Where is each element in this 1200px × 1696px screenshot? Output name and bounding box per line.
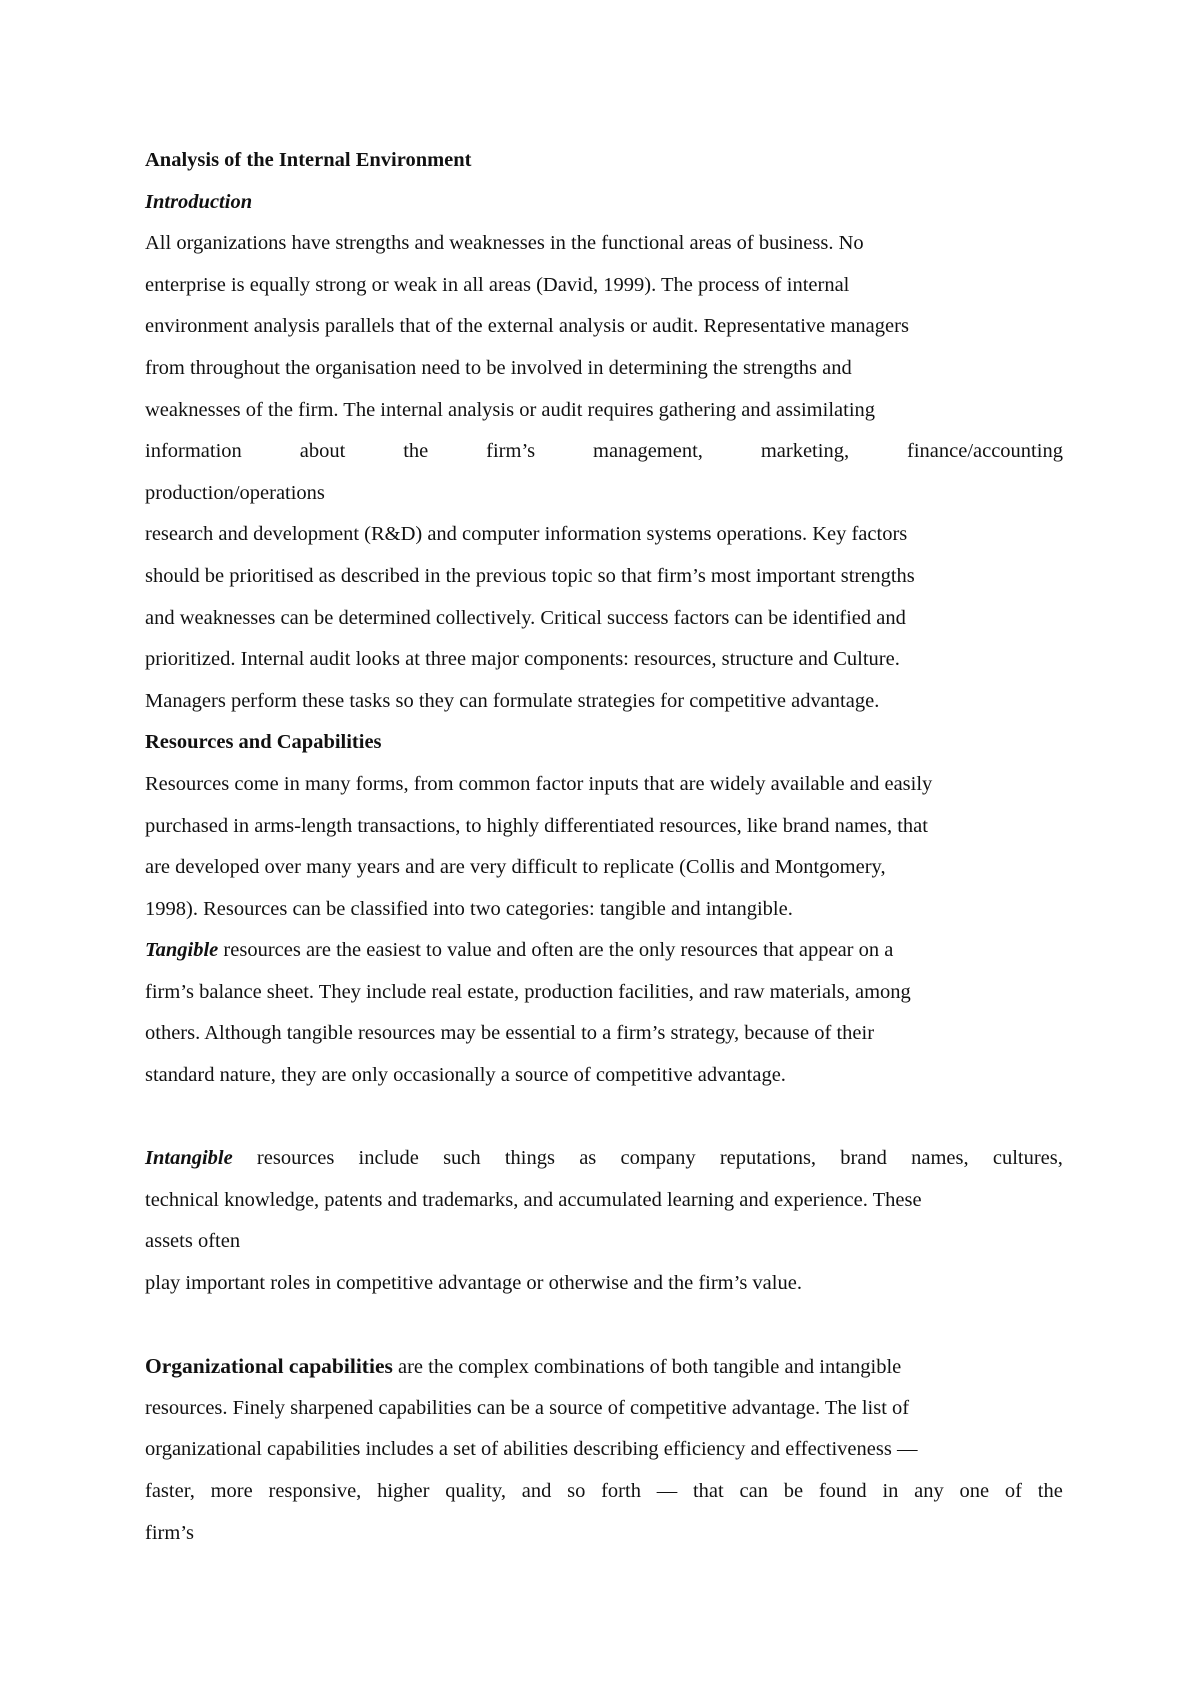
word: the: [403, 440, 429, 463]
text-line: technical knowledge, patents and trademarks, and accumulated learning and experience. These: [145, 1188, 922, 1211]
text-line: purchased in arms-length transactions, to highly differentiated resources, like brand names, that: [145, 814, 928, 837]
word: more: [210, 1480, 253, 1502]
word: cultures,: [992, 1147, 1063, 1170]
word: reputations,: [719, 1147, 817, 1170]
text-line: Managers perform these tasks so they can formulate strategies for competitive advantage.: [145, 689, 880, 712]
text-line: research and development (R&D) and computer information systems operations. Key factors: [145, 523, 908, 546]
word: in: [882, 1480, 899, 1502]
intangible-term: Intangible: [145, 1147, 233, 1170]
text-line: firm’s balance sheet. They include real estate, production facilities, and raw materials, among: [145, 980, 911, 1003]
intangible-paragraph: [145, 1138, 1063, 1304]
document-page: [145, 140, 1063, 1554]
word: management,: [593, 440, 703, 463]
blank-line: [145, 1305, 1063, 1347]
organizational-capabilities-term: Organizational capabilities: [145, 1354, 393, 1379]
word: as: [579, 1147, 597, 1170]
word: one: [959, 1480, 990, 1502]
text-line: resources. Finely sharpened capabilities can be a source of competitive advantage. The list of: [145, 1396, 910, 1419]
text-line: enterprise is equally strong or weak in all areas (David, 1999). The process of internal: [145, 273, 850, 296]
justified-text-line: [145, 1138, 1063, 1180]
text-line: weaknesses of the firm. The internal analysis or audit requires gathering and assimilating: [145, 398, 876, 421]
text-line: Resources come in many forms, from common factor inputs that are widely available and easily: [145, 772, 933, 795]
text-line: standard nature, they are only occasionally a source of competitive advantage.: [145, 1064, 786, 1087]
text-line: should be prioritised as described in the previous topic so that firm’s most important strengths: [145, 564, 915, 587]
text-line: play important roles in competitive advantage or otherwise and the firm’s value.: [145, 1272, 802, 1295]
organizational-capabilities-paragraph: [145, 1346, 1063, 1554]
word: brand: [840, 1147, 887, 1170]
word: so: [567, 1480, 586, 1502]
text-line: 1998). Resources can be classified into two categories: tangible and intangible.: [145, 897, 793, 920]
word: resources: [256, 1147, 335, 1170]
text-line: others. Although tangible resources may be essential to a firm’s strategy, because of their: [145, 1022, 875, 1045]
word: and: [521, 1480, 552, 1502]
word: that: [692, 1480, 724, 1502]
introduction-paragraph: [145, 223, 1063, 722]
tangible-term: Tangible: [145, 939, 219, 962]
word: such: [443, 1147, 481, 1170]
orgcap-first-line: are the complex combinations of both tangible and intangible: [392, 1356, 902, 1379]
word: found: [818, 1480, 867, 1502]
text-line: production/operations: [145, 481, 325, 504]
introduction-heading: Introduction: [145, 190, 253, 213]
text-line: environment analysis parallels that of the external analysis or audit. Representative managers: [145, 315, 909, 338]
word: names,: [911, 1147, 969, 1170]
word: forth: [601, 1480, 641, 1502]
word: can: [739, 1480, 768, 1502]
text-line: [145, 930, 1063, 972]
word: firm’s: [486, 440, 536, 463]
resources-heading: Resources and Capabilities: [145, 731, 382, 754]
word: faster,: [145, 1480, 195, 1502]
text-line: are developed over many years and are very difficult to replicate (Collis and Montgomery,: [145, 856, 886, 879]
text-line: assets often: [145, 1230, 241, 1253]
text-line: firm’s: [145, 1521, 194, 1544]
text-line: prioritized. Internal audit looks at three major components: resources, structure and Culture.: [145, 648, 900, 671]
resources-paragraph: [145, 764, 1063, 930]
word: information: [145, 440, 242, 463]
word: —: [656, 1480, 678, 1502]
text-line: from throughout the organisation need to be involved in determining the strengths and: [145, 356, 852, 379]
text-line: and weaknesses can be determined collectively. Critical success factors can be identified and: [145, 606, 906, 629]
word: marketing,: [760, 440, 850, 463]
tangible-paragraph: [145, 930, 1063, 1096]
tangible-first-line: resources are the easiest to value and often are the only resources that appear on a: [218, 939, 894, 962]
word: of: [1004, 1480, 1022, 1502]
word: things: [504, 1147, 555, 1170]
word: higher: [377, 1480, 430, 1502]
word: about: [299, 440, 346, 463]
word: the: [1037, 1480, 1063, 1502]
word: quality,: [445, 1480, 506, 1502]
word: finance/accounting: [907, 440, 1063, 463]
justified-text-line: [145, 431, 1063, 473]
word: company: [620, 1147, 696, 1170]
text-line: organizational capabilities includes a set of abilities describing efficiency and effectiveness —: [145, 1438, 918, 1461]
word: include: [358, 1147, 419, 1170]
justified-text-line: [145, 1471, 1063, 1513]
word: any: [914, 1480, 944, 1502]
word: be: [783, 1480, 804, 1502]
document-title: Analysis of the Internal Environment: [145, 149, 472, 171]
word: responsive,: [268, 1480, 362, 1502]
blank-line: [145, 1097, 1063, 1139]
text-line: All organizations have strengths and weaknesses in the functional areas of business. No: [145, 232, 864, 255]
text-line: [145, 1346, 1063, 1388]
